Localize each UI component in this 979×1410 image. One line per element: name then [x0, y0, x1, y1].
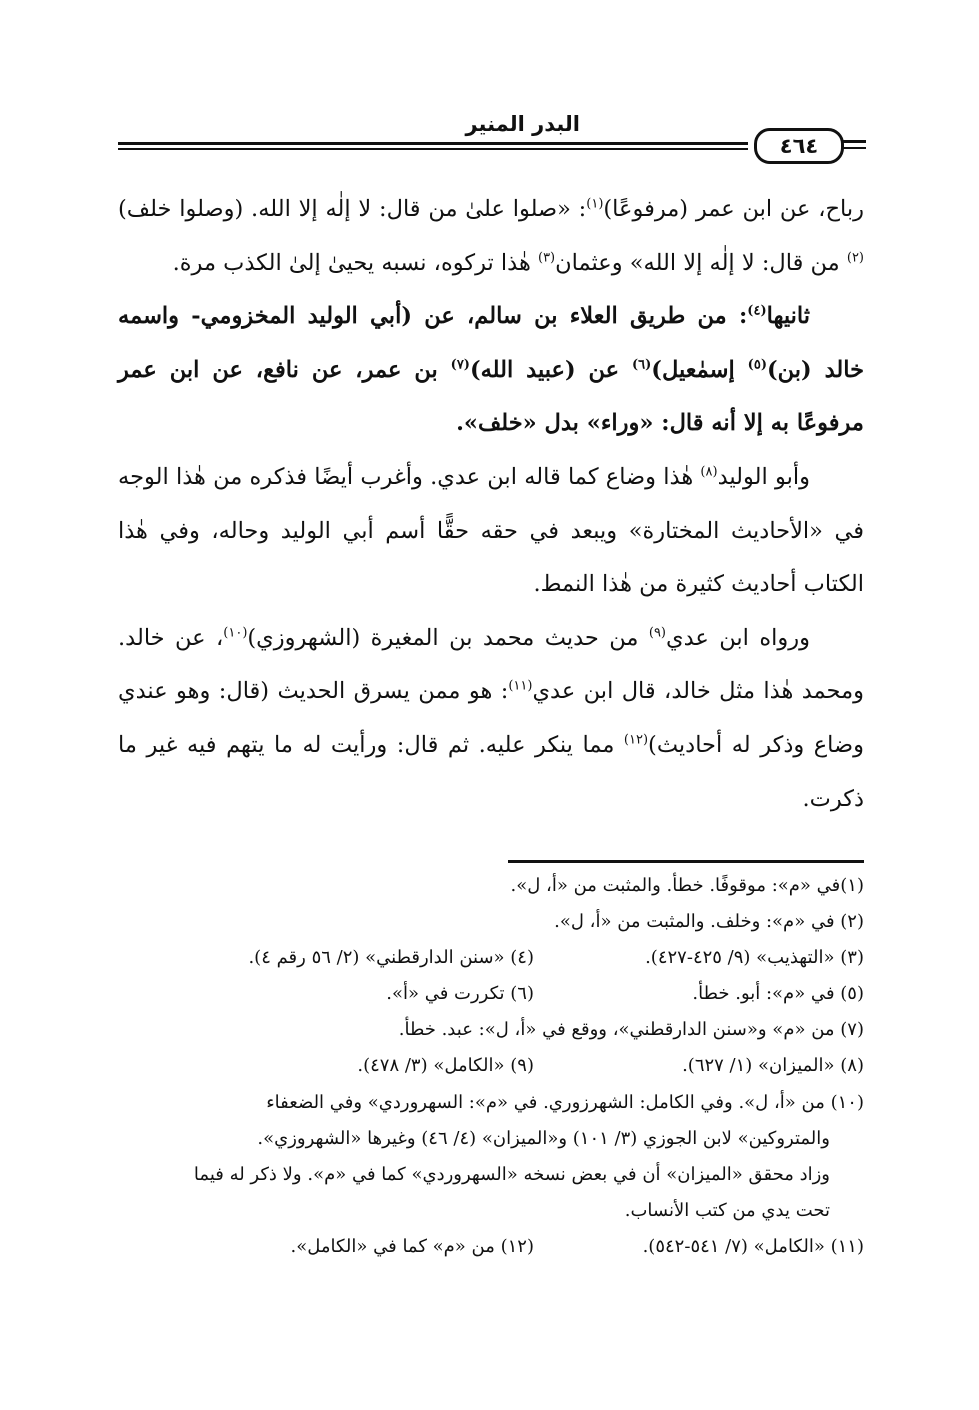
text-run: : هو ممن يسرق الحديث (قال: وهو عندي وضاع وذكر له أحاديث) — [118, 678, 864, 758]
text-run: هٰذا وضاع كما قاله ابن عدي. وأغرب أيضًا فذكره من هٰذا الوجه في «الأحاديث المختارة» ويبعد في حقه حقًّا أسم أبي الوليد وحاله، وفي هٰذا الكتاب أحاديث كثيرة من هٰذا النمط. — [118, 463, 864, 598]
text-run: ورواه ابن عدي — [666, 624, 810, 651]
footnote-ref[interactable]: (١٠) — [223, 625, 248, 641]
footnote-1: (١)في «م»: موقوفًا. خطأ. والمثبت من «أ، ل». — [510, 875, 864, 896]
running-title: البدر المنير — [465, 112, 580, 136]
text-run: : «صلوا علىٰ من قال: لا إلٰه إلا الله. (وصلوا خلف) — [118, 196, 587, 222]
footnote-ref[interactable]: (٥) — [747, 357, 767, 373]
text-run: وأبو الوليد — [717, 463, 810, 490]
text-run: بن عمر، عن نافع، عن ابن عمر مرفوعًا به إلا أنه قال: «وراء» بدل «خلف». — [118, 356, 864, 437]
text-run: عن (عبيد الله) — [469, 356, 632, 383]
header-rule-thick — [118, 142, 748, 145]
text-run: من قال: لا إلٰه إلا الله» وعثمان — [555, 249, 847, 276]
footnote-4: (٤) «سنن الدارقطني» (٢/ ٥٦ رقم ٤). — [248, 947, 534, 969]
footnote-ref[interactable]: (١) — [586, 196, 604, 212]
footnote-2: (٢) في «م»: وخلف. والمثبت من «أ، ل». — [554, 911, 864, 933]
footnote-10-line: تحت يدي من كتب الأنساب. — [624, 1199, 830, 1221]
footnote-row — [118, 940, 864, 976]
footnote-3: (٣) «التهذيب» (٩/ ٤٢٥-٤٢٧). — [645, 947, 864, 969]
footnote-separator — [508, 860, 864, 863]
footnote-row — [118, 1229, 864, 1265]
footnotes — [118, 868, 864, 1265]
footnote-10-line: والمتروكين» لابن الجوزي (٣/ ١٠١) و«الميزان» (٤/ ٤٦) وغيرها «الشهروزي». — [257, 1127, 830, 1149]
footnote-row — [118, 976, 864, 1012]
text-run: رباح، عن ابن عمر (مرفوعًا) — [603, 196, 864, 222]
text-run: : من طريق العلاء بن سالم، عن (أبي الوليد المخزومي- واسمه خالد (بن) — [118, 303, 865, 383]
text-run: ، عن خالد. ومحمد هٰذا مثل خالد، قال ابن عدي — [118, 624, 864, 705]
text-run: هٰذا تركوه، نسبه يحيىٰ إلىٰ الكذب مرة. — [172, 249, 538, 276]
footnote-ref[interactable]: (٣) — [537, 250, 556, 266]
text-run: ثانيها — [766, 303, 810, 330]
text-run: إسمٰعيل) — [651, 356, 748, 383]
footnote-10-line: (١٠) من «أ، ل». وفي الكامل: الشهرزوري. في «م»: السهروردي» وفي الضعفاء — [266, 1091, 864, 1113]
paragraph-1 — [118, 183, 864, 290]
footnote-ref[interactable]: (٨) — [700, 464, 718, 480]
paragraph-3 — [118, 451, 864, 612]
footnote-ref[interactable]: (٧) — [450, 357, 470, 373]
paragraph-4 — [118, 612, 864, 826]
footnote-6: (٦) تكررت في «أ». — [386, 983, 534, 1005]
footnote-ref[interactable]: (٤) — [747, 303, 767, 319]
footnote-ref[interactable]: (١١) — [508, 678, 533, 694]
footnote-row — [118, 1048, 864, 1084]
footnote-ref[interactable]: (٩) — [648, 625, 666, 641]
footnote-ref[interactable]: (٢) — [846, 250, 864, 266]
text-run: من حديث محمد بن المغيرة (الشهروزي) — [247, 624, 649, 651]
footnote-ref[interactable]: (١٢) — [623, 732, 649, 748]
paragraph-2 — [118, 290, 864, 451]
footnote-7: (٧) من «م» و«سنن الدارقطني»، ووقع في «أ، ل»: عبد. خطأ. — [398, 1019, 864, 1041]
main-text — [118, 183, 864, 826]
footnote-5: (٥) في «م»: أبو. خطأ. — [692, 983, 864, 1005]
footnote-11: (١١) «الكامل» (٧/ ٥٤١-٥٤٢). — [642, 1235, 864, 1257]
text-run: مما ينكر عليه. ثم قال: ورأيت له ما يتهم فيه غير ما ذكرت. — [118, 731, 864, 812]
page-number: ٤٦٤ — [754, 128, 844, 164]
page-header — [118, 112, 866, 162]
footnote-10-line: وزاد محقق «الميزان» أن في بعض نسخه «السهروردي» كما في «م». ولا ذكر له فيما — [193, 1163, 830, 1185]
footnote-ref[interactable]: (٦) — [632, 357, 652, 373]
footnote-8: (٨) «الميزان» (١/ ٦٢٧). — [682, 1055, 864, 1077]
footnote-12: (١٢) من «م» كما في «الكامل». — [290, 1235, 534, 1257]
footnote-10 — [118, 1085, 864, 1229]
footnote-9: (٩) «الكامل» (٣/ ٤٧٨). — [357, 1055, 534, 1077]
header-rule-thin — [118, 148, 748, 150]
